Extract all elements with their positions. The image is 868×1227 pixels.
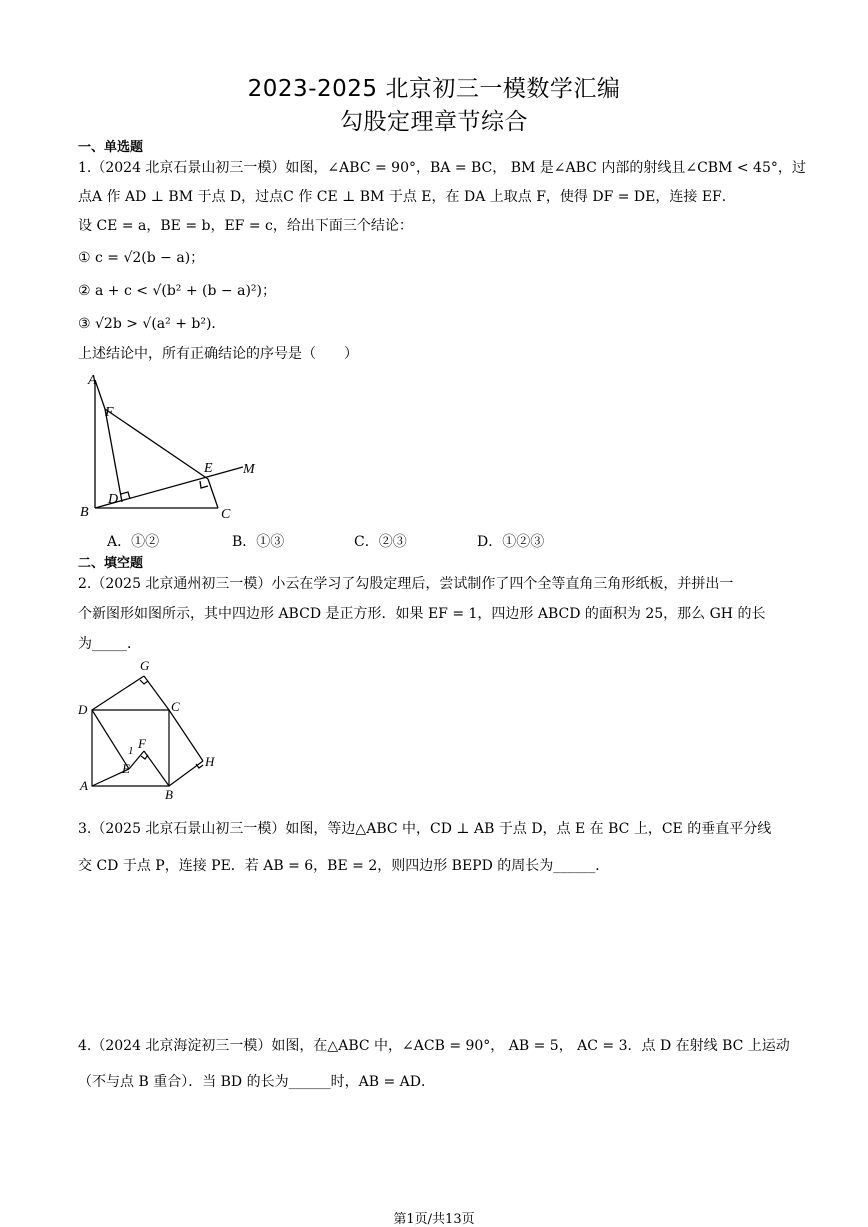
q1-label-B: B <box>80 505 89 520</box>
section-heading-fill-blank: 二、填空题 <box>78 556 144 571</box>
q2-label-B: B <box>165 787 173 802</box>
q1-text-line3: 设 CE = a，BE = b，EF = c，给出下面三个结论： <box>78 218 413 234</box>
q1-label-M: M <box>243 462 255 477</box>
q2-label-H: H <box>205 754 215 769</box>
page-footer: 第1页/共13页 <box>393 1212 475 1227</box>
q4-text-line1: 4.（2024 北京海淀初三一模）如图，在△ABC 中，∠ACB = 90°， AB = 5， AC = 3．点 D 在射线 BC 上运动 <box>78 1038 790 1054</box>
q3-text-line1: 3.（2025 北京石景山初三一模）如图，等边△ABC 中，CD ⊥ AB 于点 D，点 E 在 BC 上，CE 的垂直平分线 <box>78 821 772 837</box>
q2-label-1: 1 <box>128 745 134 757</box>
q1-text-line1: 1.（2024 北京石景山初三一模）如图，∠ABC = 90°，BA = BC， BM 是∠ABC 内部的射线且∠CBM < 45°，过 <box>78 160 806 176</box>
document-subtitle: 勾股定理章节综合 <box>340 109 528 135</box>
q1-figure <box>78 368 278 528</box>
q1-label-F: F <box>105 405 114 420</box>
q1-label-D: D <box>108 492 119 507</box>
q1-label-E: E <box>204 461 213 476</box>
q1-option-a[interactable]: A．①② <box>107 534 160 550</box>
q1-label-A: A <box>88 373 97 388</box>
section-heading-single-choice: 一、单选题 <box>78 140 144 155</box>
q1-conclusion-2: ② a + c < √(b² + (b − a)²)； <box>78 283 276 299</box>
q3-text-line2: 交 CD 于点 P，连接 PE．若 AB = 6，BE = 2，则四边形 BEPD 的周长为______． <box>78 858 610 874</box>
q1-text-line2: 点A 作 AD ⊥ BM 于点 D，过点C 作 CE ⊥ BM 于点 E，在 DA 上取点 F，使得 DF = DE，连接 EF． <box>78 189 736 205</box>
q4-text-line2: （不与点 B 重合）．当 BD 的长为______时，AB = AD． <box>78 1074 435 1090</box>
q2-text-line2: 个新图形如图所示，其中四边形 ABCD 是正方形．如果 EF = 1，四边形 ABCD 的面积为 25，那么 GH 的长 <box>78 606 766 622</box>
q2-label-D: D <box>78 702 88 717</box>
q2-label-A: A <box>80 778 88 793</box>
q2-text-line1: 2.（2025 北京通州初三一模）小云在学习了勾股定理后，尝试制作了四个全等直角三角形纸板，并拼出一 <box>78 576 734 592</box>
q1-option-d[interactable]: D．①②③ <box>477 534 545 550</box>
q2-label-E: E <box>122 761 130 776</box>
q1-question: 上述结论中，所有正确结论的序号是（ ） <box>78 346 358 362</box>
q1-conclusion-1: ① c = √2(b − a)； <box>78 250 205 266</box>
document-title: 2023-2025 北京初三一模数学汇编 <box>247 76 621 102</box>
q1-conclusion-3: ③ √2b > √(a² + b²)． <box>78 316 226 332</box>
q2-label-C: C <box>171 699 180 714</box>
q2-label-G: G <box>140 658 150 673</box>
q1-option-b[interactable]: B．①③ <box>232 534 285 550</box>
q2-text-line3: 为_____． <box>78 636 141 652</box>
q2-label-F: F <box>138 736 146 751</box>
q2-figure <box>76 656 226 806</box>
q1-option-c[interactable]: C．②③ <box>354 534 407 550</box>
q1-label-C: C <box>221 507 231 522</box>
